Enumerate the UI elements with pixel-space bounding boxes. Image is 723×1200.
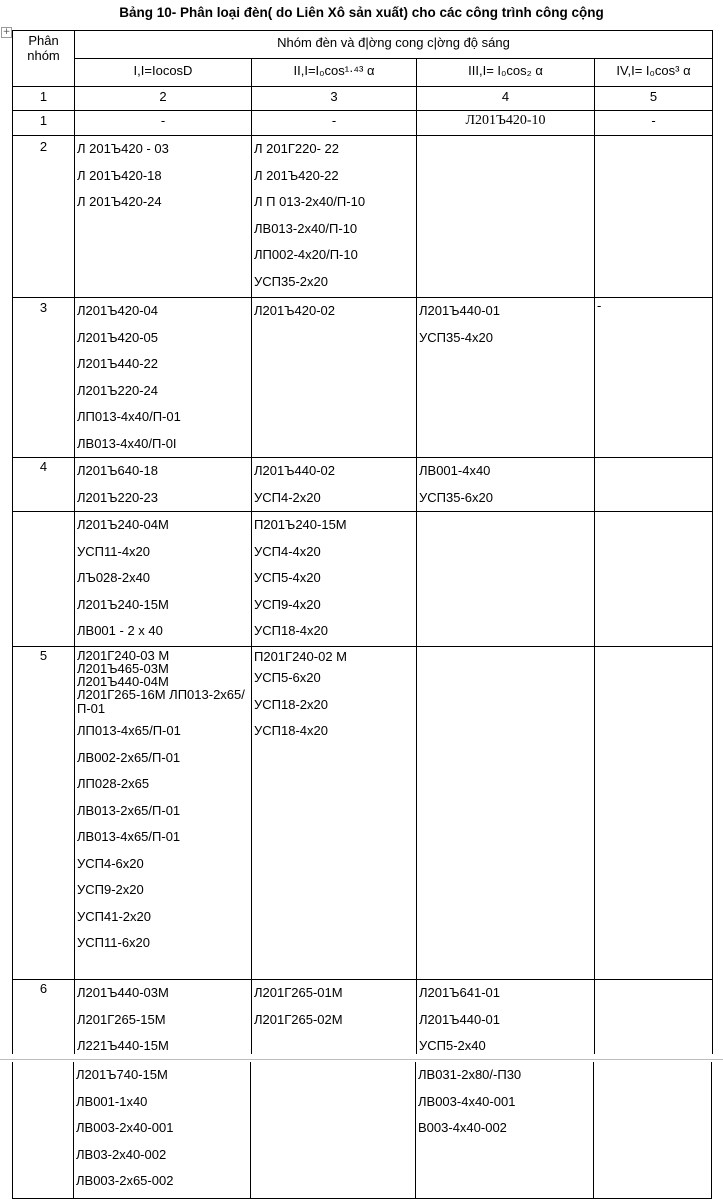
group-cell: 5 <box>13 647 75 980</box>
lamp-code: ЛП002-4x20/П-10 <box>254 247 358 262</box>
lamp-cell <box>417 136 595 298</box>
lamp-code: УСП35-2x20 <box>254 273 328 289</box>
lamp-cell <box>595 136 713 298</box>
lamp-code: ЛВ003-4x40-001 <box>418 1093 516 1109</box>
lamp-code: УСП18-4x20 <box>254 623 328 638</box>
lamp-code: ЛЪ028-2x40 <box>77 570 151 585</box>
lamp-cell <box>417 512 595 647</box>
lamp-code: УСП18-2x20 <box>254 696 328 712</box>
lamp-code: УСП11-6x20 <box>77 935 151 950</box>
lamp-code: УСП9-4x20 <box>254 596 321 612</box>
lamp-classification-table-page-2 <box>12 1062 712 1199</box>
lamp-cell <box>251 1062 416 1198</box>
table-row <box>13 458 713 512</box>
lamp-cell <box>595 512 713 647</box>
lamp-code: УСП41-2x20 <box>77 908 151 924</box>
table-row <box>13 298 713 458</box>
group-cell <box>13 1062 74 1198</box>
lamp-cell <box>416 1062 594 1198</box>
lamp-code: УСП18-4x20 <box>254 723 328 738</box>
lamp-code: Л201Ъ440-01 <box>419 1011 500 1027</box>
lamp-code: УСП4-4x20 <box>254 543 321 559</box>
col-number: 2 <box>75 87 252 111</box>
group-cell: 3 <box>13 298 75 458</box>
lamp-cell: - <box>75 111 252 136</box>
lamp-code: ЛВ001 - 2 x 40 <box>77 623 163 638</box>
lamp-code: Л201Ъ641-01 <box>419 985 500 1000</box>
lamp-code: Л201Г265-15М <box>77 1011 166 1027</box>
lamp-cell <box>252 647 417 980</box>
lamp-cell <box>75 980 252 1061</box>
lamp-code: Л 201Г220- 22 <box>254 141 339 156</box>
lamp-code: УСП9-2x20 <box>77 882 144 897</box>
group-cell: 6 <box>13 980 75 1061</box>
page-break-line <box>0 1059 723 1060</box>
lamp-code: ЛВ002-2x65/П-01 <box>77 749 181 765</box>
lamp-cell <box>417 980 595 1061</box>
col-number: 1 <box>13 87 75 111</box>
lamp-cell <box>417 647 595 980</box>
column-number-row <box>13 87 713 111</box>
lamp-code: ЛП013-4x65/П-01 <box>77 723 181 738</box>
lamp-code: В003-4x40-002 <box>418 1120 507 1135</box>
lamp-code: Л201Ъ420-05 <box>77 329 158 345</box>
lamp-cell <box>75 458 252 512</box>
lamp-cell <box>595 980 713 1061</box>
col-number: 3 <box>252 87 417 111</box>
table-row <box>13 136 713 298</box>
lamp-code: Л201Ъ240-15М <box>77 596 169 612</box>
lamp-cell <box>75 512 252 647</box>
col-header-4: IV,I= I₀cos³ α <box>595 59 713 87</box>
lamp-classification-table-page-1 <box>12 30 713 1061</box>
lamp-code: Л201Ъ440-01 <box>419 303 500 318</box>
lamp-code: Л201Ъ440-02 <box>254 463 335 478</box>
lamp-code: УСП5-4x20 <box>254 570 321 585</box>
lamp-code: УСП35-4x20 <box>419 329 493 345</box>
group-cell: 1 <box>13 111 75 136</box>
lamp-code: Л221Ъ440-15М <box>77 1038 169 1053</box>
lamp-code: Л201Ъ740-15М <box>76 1067 168 1082</box>
lamp-code: ЛВ003-2x40-001 <box>76 1120 174 1135</box>
lamp-code: ЛВ013-4x65/П-01 <box>77 829 181 844</box>
lamp-code: ЛВ031-2x80/-П30 <box>418 1067 522 1082</box>
col-number: 4 <box>417 87 595 111</box>
lamp-code: Л201Ъ420-02 <box>254 303 335 318</box>
col-header-1: I,I=IocosD <box>75 59 252 87</box>
lamp-cell <box>252 458 417 512</box>
lamp-code: ЛВ003-2x65-002 <box>76 1173 174 1188</box>
lamp-cell <box>417 458 595 512</box>
group-header-label: Phân nhóm <box>27 33 60 63</box>
lamp-cell <box>595 458 713 512</box>
lamp-code: Л П 013-2x40/П-10 <box>254 194 366 209</box>
lamp-code: П201Г240-02 М <box>254 649 347 664</box>
lamp-code: УСП4-6x20 <box>77 855 144 871</box>
lamp-cell <box>252 512 417 647</box>
lamp-code: Л201Ъ240-04М <box>77 517 169 532</box>
lamp-code: Л201Ъ220-24 <box>77 382 158 398</box>
lamp-cell <box>595 298 713 458</box>
table-row <box>13 512 713 647</box>
lamp-code: Л201Ъ220-23 <box>77 489 158 505</box>
lamp-code: УСП5-6x20 <box>254 670 321 685</box>
group-cell <box>13 512 75 647</box>
lamp-code: Л 201Ъ420-18 <box>77 167 162 183</box>
table-move-handle-icon[interactable]: + <box>2 27 11 37</box>
lamp-cell <box>75 647 252 980</box>
col-header-3: III,I= I₀cos₂ α <box>417 59 595 87</box>
lamp-code: Л201Г265-16М ЛП013-2x65/П-01 <box>77 687 245 716</box>
lamp-cell <box>75 298 252 458</box>
lamp-code: ЛВ013-2x65/П-01 <box>77 802 181 818</box>
lamp-cell: - <box>595 111 713 136</box>
lamp-code: Л 201Ъ420-24 <box>77 194 162 209</box>
lamp-code: Л201Ъ440-22 <box>77 356 158 371</box>
lamp-code: Л201Ъ420-04 <box>77 303 158 318</box>
lamp-code: П201Ъ240-15М <box>254 517 347 532</box>
lamp-cell: - <box>252 111 417 136</box>
table-row <box>13 647 713 980</box>
lamp-code: Л201Г265-01М <box>254 985 343 1000</box>
group-cell: 4 <box>13 458 75 512</box>
table-row <box>13 1062 712 1198</box>
span-header: Nhóm đèn và đ|ờng cong c|ờng độ sáng <box>75 31 713 59</box>
lamp-code: УСП35-6x20 <box>419 489 493 505</box>
lamp-cell <box>595 647 713 980</box>
lamp-code: ЛП028-2x65 <box>77 776 150 791</box>
table-row <box>13 980 713 1061</box>
table-title: Bảng 10- Phân loại đèn( do Liên Xô sản xuất) cho các công trình công cộng <box>119 5 604 20</box>
lamp-code: УСП11-4x20 <box>77 543 151 559</box>
lamp-code: ЛВ001-4x40 <box>419 463 491 478</box>
lamp-code: Л201Ъ640-18 <box>77 463 158 478</box>
lamp-code: ЛП013-4x40/П-01 <box>77 409 181 424</box>
lamp-code: Л201Ъ440-04М <box>77 674 169 689</box>
lamp-cell <box>252 136 417 298</box>
lamp-cell <box>74 1062 251 1198</box>
lamp-code: Л201Ъ440-03М <box>77 985 169 1000</box>
lamp-code: УСП4-2x20 <box>254 489 321 505</box>
col-number: 5 <box>595 87 713 111</box>
lamp-cell <box>252 980 417 1061</box>
lamp-cell <box>75 136 252 298</box>
lamp-code: УСП5-2x40 <box>419 1038 486 1053</box>
lamp-code: Л201Ъ465-03М <box>77 661 169 676</box>
lamp-cell <box>594 1062 712 1198</box>
lamp-code: Л201Г240-03 М <box>77 648 170 663</box>
lamp-code: - <box>597 298 602 313</box>
lamp-code: Л 201Ъ420-22 <box>254 167 339 183</box>
lamp-cell <box>417 298 595 458</box>
table-row <box>13 111 713 136</box>
lamp-code: Л201Г265-02М <box>254 1011 343 1027</box>
group-cell: 2 <box>13 136 75 298</box>
lamp-cell: Л201Ъ420-10 <box>417 111 595 136</box>
lamp-cell <box>252 298 417 458</box>
lamp-code: ЛВ03-2x40-002 <box>76 1146 167 1162</box>
lamp-code: ЛВ013-4x40/П-0I <box>77 435 177 451</box>
lamp-code: ЛВ001-1x40 <box>76 1093 148 1109</box>
col-header-2: II,I=I₀cos¹·⁴³ α <box>252 59 417 87</box>
group-header <box>13 31 75 87</box>
lamp-code: Л 201Ъ420 - 03 <box>77 141 169 156</box>
lamp-code: ЛВ013-2x40/П-10 <box>254 220 358 236</box>
